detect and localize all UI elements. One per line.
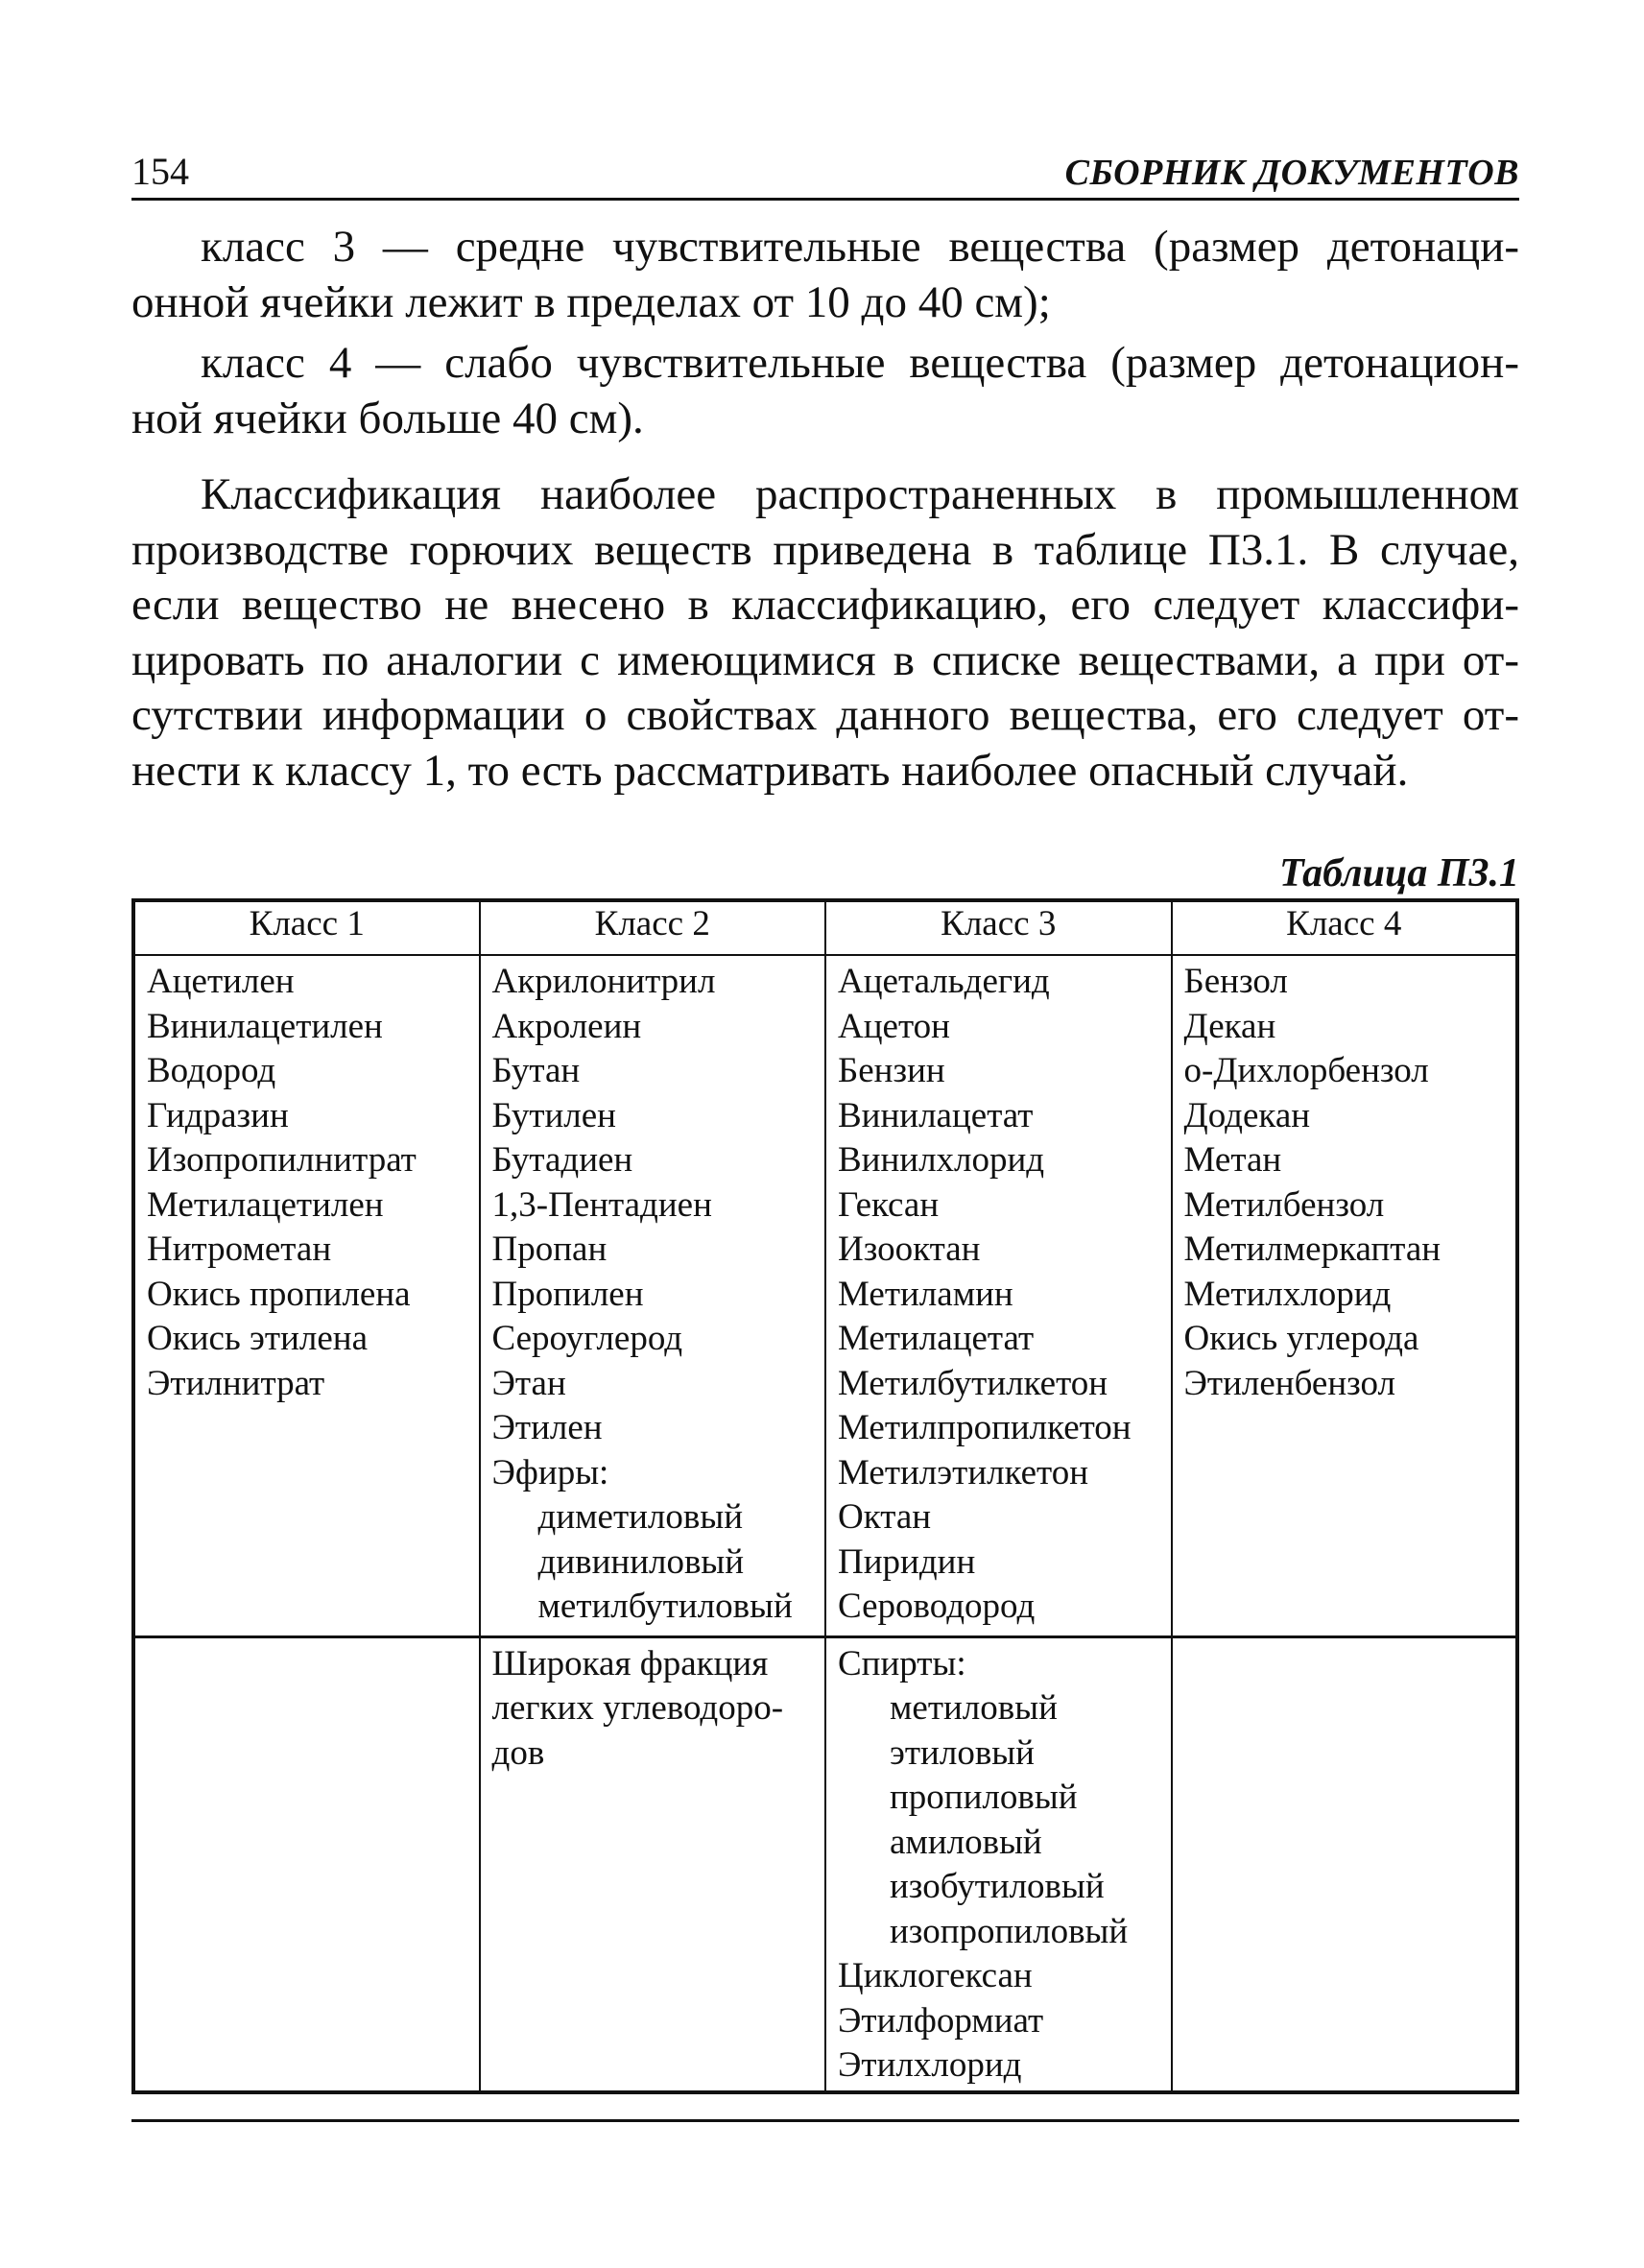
list-item: Окись этилена bbox=[147, 1319, 369, 1358]
list-item: Окись углерода bbox=[1183, 1319, 1419, 1358]
list-item: легких углеводоро- bbox=[491, 1688, 784, 1728]
table-caption: Таблица П3.1 bbox=[1279, 851, 1519, 895]
list-item: изобутиловый bbox=[890, 1867, 1105, 1906]
list-ethers bbox=[492, 1495, 814, 1630]
cell-class-1 bbox=[133, 955, 480, 1636]
document-page bbox=[131, 144, 1519, 2094]
footer-rule bbox=[131, 2119, 1519, 2122]
list-alcohols bbox=[838, 1686, 1159, 1954]
list-item: Этиленбензол bbox=[1183, 1363, 1396, 1403]
list-item: Метан bbox=[1183, 1140, 1282, 1180]
list-item: метилбутиловый bbox=[537, 1587, 793, 1626]
paragraph-class-3 bbox=[131, 220, 1519, 330]
list-item: Окись пропилена bbox=[147, 1274, 411, 1314]
text-line: ной ячейки больше 40 см). bbox=[131, 393, 644, 443]
cell-class-2 bbox=[480, 1636, 826, 2092]
text-line: если вещество не внесено в классификацию, его следует классифи- bbox=[131, 580, 1519, 630]
list-item: Акрилонитрил bbox=[491, 962, 716, 1001]
list-item: о-Дихлорбензол bbox=[1183, 1051, 1429, 1090]
list-item: Нитрометан bbox=[147, 1229, 332, 1269]
cell-class-3 bbox=[825, 955, 1172, 1636]
list-item: Циклогексан bbox=[838, 1956, 1033, 1995]
list-item: Этилформиат bbox=[838, 2000, 1044, 2041]
list-item: Бутилен bbox=[491, 1095, 616, 1135]
list-item: 1,3-Пентадиен bbox=[491, 1184, 712, 1225]
list-item: Метилэтилкетон bbox=[838, 1452, 1089, 1492]
text-line: сутствии информации о свойствах данного вещества, его следует от- bbox=[131, 690, 1519, 740]
book-title: СБОРНИК ДОКУМЕНТОВ bbox=[1064, 153, 1519, 193]
list-item: Этан bbox=[491, 1363, 566, 1403]
list-item: Гидразин bbox=[147, 1095, 289, 1135]
list-item: Водород bbox=[147, 1051, 276, 1090]
list-item: Октан bbox=[838, 1497, 932, 1537]
text-line: нести к классу 1, то есть рассматривать наиболее опасный случай. bbox=[131, 745, 1409, 796]
list-item: Спирты: bbox=[838, 1643, 966, 1683]
list-item: Метилпропилкетон bbox=[838, 1408, 1132, 1447]
list-item: Метилхлорид bbox=[1183, 1274, 1392, 1314]
list-item: Изооктан bbox=[838, 1229, 981, 1269]
list-item: амиловый bbox=[890, 1822, 1042, 1862]
table-header-row bbox=[133, 900, 1517, 955]
list-item: Бутан bbox=[491, 1051, 581, 1090]
text-line: класс 4 — слабо чувствительные вещества (размер детонацион- bbox=[201, 338, 1519, 388]
list-class-3-tail bbox=[838, 1954, 1159, 2089]
list-item: Пиридин bbox=[838, 1541, 976, 1582]
list-item: Метилбутилкетон bbox=[838, 1363, 1108, 1403]
list-item: дивиниловый bbox=[537, 1541, 745, 1582]
cell-class-1-empty bbox=[133, 1636, 480, 2092]
substance-classification-table bbox=[131, 898, 1519, 2094]
page-number: 154 bbox=[131, 150, 189, 193]
list-item: Гексан bbox=[838, 1184, 940, 1225]
list-item: Сероуглерод bbox=[491, 1319, 683, 1358]
list-item: Пропан bbox=[491, 1229, 608, 1269]
list-item: Метилмеркаптан bbox=[1183, 1229, 1441, 1269]
cell-class-2 bbox=[480, 955, 826, 1636]
list-item: Метилацетат bbox=[838, 1319, 1035, 1358]
column-header-class-1: Класс 1 bbox=[133, 900, 480, 955]
cell-class-3 bbox=[825, 1636, 1172, 2092]
list-item: Этилхлорид bbox=[838, 2045, 1022, 2085]
list-item: Этилнитрат bbox=[147, 1363, 325, 1403]
list-item: Винилацетилен bbox=[147, 1006, 383, 1046]
text-line: Классификация наиболее распространенных в промышленном bbox=[201, 469, 1519, 519]
list-item: Сероводород bbox=[838, 1587, 1036, 1626]
list-item: Ацетилен bbox=[147, 962, 295, 1001]
text-line: производстве горючих веществ приведена в таблице П3.1. В случае, bbox=[131, 524, 1519, 575]
list-item: Ацетальдегид bbox=[838, 962, 1050, 1001]
body-text bbox=[131, 220, 1519, 799]
list-item: Бензин bbox=[838, 1051, 945, 1090]
column-header-class-2: Класс 2 bbox=[480, 900, 826, 955]
list-item: Метилбензол bbox=[1183, 1184, 1385, 1225]
list-item: пропиловый bbox=[890, 1778, 1078, 1817]
list-item: Пропилен bbox=[491, 1274, 644, 1314]
paragraph-class-4 bbox=[131, 336, 1519, 446]
running-head bbox=[131, 144, 1519, 201]
list-item: Эфиры: bbox=[491, 1452, 609, 1492]
list-class-2 bbox=[492, 960, 814, 1495]
list-item: Ацетон bbox=[838, 1006, 950, 1046]
list-item: Широкая фракция bbox=[491, 1643, 769, 1683]
table-row bbox=[133, 1636, 1517, 2092]
list-item: диметиловый bbox=[537, 1497, 744, 1537]
list-item: Метилацетилен bbox=[147, 1184, 384, 1225]
cell-class-4 bbox=[1172, 955, 1518, 1636]
list-item: Акролеин bbox=[491, 1006, 642, 1046]
list-item: Додекан bbox=[1183, 1095, 1311, 1135]
cell-class-4-empty bbox=[1172, 1636, 1518, 2092]
list-item: Бензол bbox=[1183, 962, 1288, 1001]
table-row bbox=[133, 955, 1517, 1636]
list-item: Винилхлорид bbox=[838, 1140, 1045, 1180]
text-line: цировать по аналогии с имеющимися в списке веществами, а при от- bbox=[131, 634, 1519, 685]
list-item: изопропиловый bbox=[890, 1911, 1129, 1951]
list-item: дов bbox=[491, 1732, 545, 1773]
paragraph-classification bbox=[131, 467, 1519, 799]
list-item: этиловый bbox=[890, 1732, 1035, 1773]
list-item: метиловый bbox=[890, 1688, 1058, 1728]
list-item: Винилацетат bbox=[838, 1095, 1034, 1135]
list-item: Метиламин bbox=[838, 1274, 1013, 1314]
list-item: Бутадиен bbox=[491, 1140, 633, 1180]
list-item: Этилен bbox=[491, 1408, 603, 1447]
text-line: онной ячейки лежит в пределах от 10 до 40 см); bbox=[131, 276, 1051, 327]
text-line: класс 3 — средне чувствительные вещества (размер детонаци- bbox=[201, 222, 1519, 272]
list-item: Изопропилнитрат bbox=[147, 1140, 417, 1180]
column-header-class-4: Класс 4 bbox=[1172, 900, 1518, 955]
list-item: Декан bbox=[1183, 1006, 1276, 1046]
column-header-class-3: Класс 3 bbox=[825, 900, 1172, 955]
